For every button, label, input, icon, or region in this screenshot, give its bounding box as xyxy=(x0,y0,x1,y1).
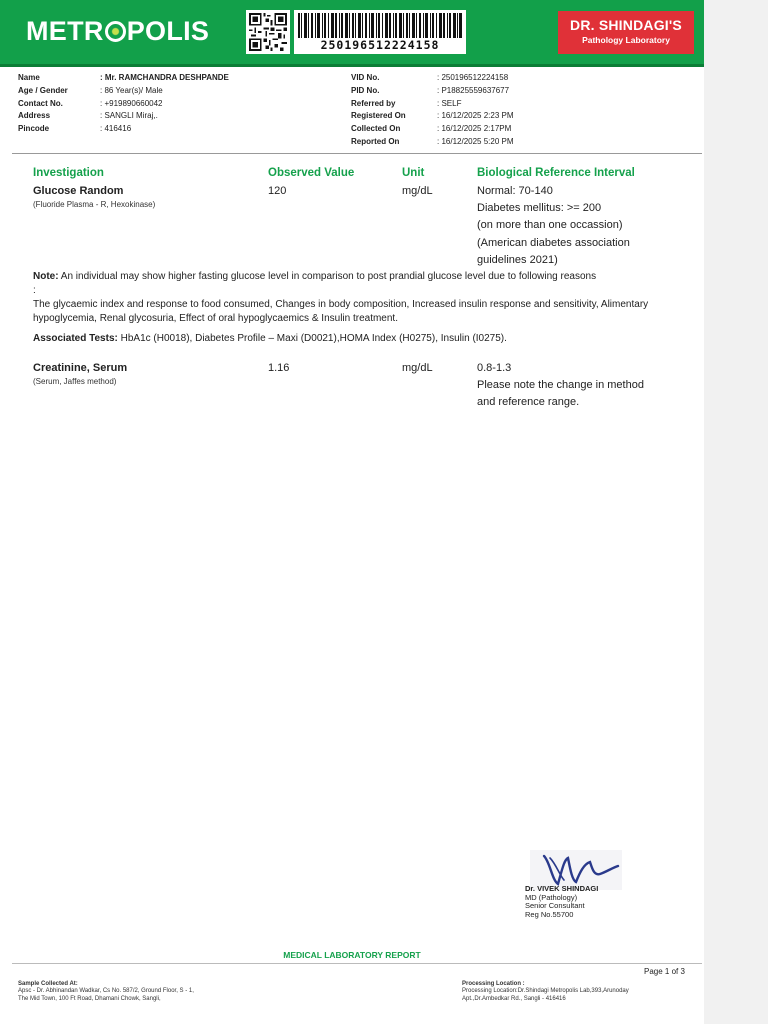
test-method-glucose: (Fluoride Plasma - R, Hexokinase) xyxy=(33,200,156,209)
info-label: PID No. xyxy=(351,85,380,95)
info-label: Reported On xyxy=(351,136,400,146)
lab-badge xyxy=(558,11,694,54)
note-paragraph xyxy=(33,270,693,298)
reference-line: and reference range. xyxy=(477,396,580,409)
reference-glucose xyxy=(477,183,697,269)
info-row-collected xyxy=(351,123,514,136)
info-value: : 16/12/2025 5:20 PM xyxy=(437,136,514,146)
column-header-unit: Unit xyxy=(402,167,425,179)
logo-text-start: METR xyxy=(26,16,104,46)
info-value: : Mr. RAMCHANDRA DESHPANDE xyxy=(100,73,229,82)
processing-address-line: Apt.,Dr.Ambedkar Rd., Sangli - 416416 xyxy=(462,995,566,1002)
metropolis-logo xyxy=(26,16,209,47)
test-name-creatinine: Creatinine, Serum xyxy=(33,362,128,374)
info-value: : 416416 xyxy=(100,124,132,134)
note-colon: : xyxy=(33,285,36,296)
info-row-address xyxy=(18,110,229,123)
processing-location-label: Processing Location : xyxy=(462,981,525,987)
note-text: An individual may show higher fasting glucose level in comparison to post prandial glucose level due to following reasons xyxy=(58,271,597,282)
signature-block xyxy=(525,885,598,919)
signatory-degree: MD (Pathology) xyxy=(525,892,578,902)
info-row-pid xyxy=(351,85,514,98)
logo-o-icon xyxy=(105,21,126,42)
associated-tests xyxy=(33,332,693,346)
reference-line: Please note the change in method xyxy=(477,379,644,392)
info-label: Referred by xyxy=(351,98,396,108)
info-row-name xyxy=(18,72,229,85)
report-footer-title: MEDICAL LABORATORY REPORT xyxy=(283,950,421,960)
signatory-reg: Reg No.55700 xyxy=(525,909,574,919)
info-value: : P18825559637677 xyxy=(437,85,510,95)
associated-tests-text: HbA1c (H0018), Diabetes Profile – Maxi (D0021),HOMA Index (H0275), Insulin (I0275). xyxy=(117,333,507,344)
info-value: : SELF xyxy=(437,98,462,108)
reference-creatinine xyxy=(477,360,697,412)
signatory-title: Senior Consultant xyxy=(525,901,585,911)
footer-divider xyxy=(12,963,702,964)
info-row-contact xyxy=(18,98,229,111)
info-row-referred xyxy=(351,98,514,111)
sample-address-line: The Mid Town, 100 Ft Road, Dhamani Chowk, Sangli, xyxy=(18,995,161,1002)
reference-line: Diabetes mellitus: >= 200 xyxy=(477,202,602,215)
info-label: Registered On xyxy=(351,111,406,121)
page-number: Page 1 of 3 xyxy=(644,967,685,976)
processing-location xyxy=(462,981,629,1003)
barcode-icon xyxy=(298,13,462,38)
info-label: Name xyxy=(18,73,40,82)
info-row-vid xyxy=(351,72,514,85)
column-header-reference: Biological Reference Interval xyxy=(477,167,635,179)
test-unit-glucose: mg/dL xyxy=(402,185,433,197)
info-row-reported xyxy=(351,136,514,149)
info-value: : SANGLI Miraj,. xyxy=(100,111,158,121)
info-label: Collected On xyxy=(351,124,401,134)
logo-text-end: POLIS xyxy=(126,16,210,46)
info-value: : 86 Year(s)/ Male xyxy=(100,85,163,95)
note-label: Note: xyxy=(33,271,59,282)
info-label: Contact No. xyxy=(18,98,63,108)
info-value: : 250196512224158 xyxy=(437,73,509,82)
barcode-number: 250196512224158 xyxy=(320,38,440,52)
test-value-glucose: 120 xyxy=(268,185,287,197)
patient-info-left xyxy=(18,72,229,136)
reference-line: Normal: 70-140 xyxy=(477,185,553,197)
note-reasons: The glycaemic index and response to food consumed, Changes in body composition, Increased insulin response and sensitivity, Alimentary hypoglycemia, Renal glycosuria, Effect of oral hypoglycaemics & Insulin treatment. xyxy=(33,299,649,324)
reference-line: guidelines 2021) xyxy=(477,253,558,266)
test-method-creatinine: (Serum, Jaffes method) xyxy=(33,377,117,386)
patient-info-right xyxy=(351,72,514,149)
signatory-name: Dr. VIVEK SHINDAGI xyxy=(525,884,599,893)
lab-subtitle: Pathology Laboratory xyxy=(582,35,670,45)
column-header-investigation: Investigation xyxy=(33,167,104,179)
info-value: : 16/12/2025 2:23 PM xyxy=(437,111,514,121)
info-row-registered xyxy=(351,110,514,123)
info-row-pincode xyxy=(18,123,229,136)
reference-line: (American diabetes association xyxy=(477,236,630,249)
info-label: Age / Gender xyxy=(18,85,68,95)
info-value: : +919890660042 xyxy=(100,98,163,108)
info-value: : 16/12/2025 2:17PM xyxy=(437,124,512,134)
associated-tests-label: Associated Tests: xyxy=(33,333,118,344)
info-divider xyxy=(12,153,702,154)
sample-collected-label: Sample Collected At: xyxy=(18,981,78,987)
reference-line: (on more than one occassion) xyxy=(477,219,623,232)
lab-name: DR. SHINDAGI'S xyxy=(570,17,682,33)
info-label: VID No. xyxy=(351,73,380,82)
info-label: Address xyxy=(18,111,51,121)
sample-collected-at xyxy=(18,981,194,1003)
barcode xyxy=(294,10,466,54)
header-divider xyxy=(0,64,704,67)
info-row-age xyxy=(18,85,229,98)
test-unit-creatinine: mg/dL xyxy=(402,362,433,374)
test-value-creatinine: 1.16 xyxy=(268,362,290,374)
column-header-observed: Observed Value xyxy=(268,167,355,179)
test-name-glucose: Glucose Random xyxy=(33,185,124,197)
processing-address-line: Processing Location:Dr.Shindagi Metropolis Lab,393,Arunoday xyxy=(462,988,629,995)
page-margin xyxy=(704,0,768,1024)
sample-address-line: Apsc - Dr. Abhinandan Wadkar, Cs No. 587/2, Ground Floor, S - 1, xyxy=(18,988,194,995)
info-label: Pincode xyxy=(18,124,50,134)
report-header xyxy=(0,0,704,64)
reference-line: 0.8-1.3 xyxy=(477,362,512,374)
qr-code-icon xyxy=(246,10,290,54)
